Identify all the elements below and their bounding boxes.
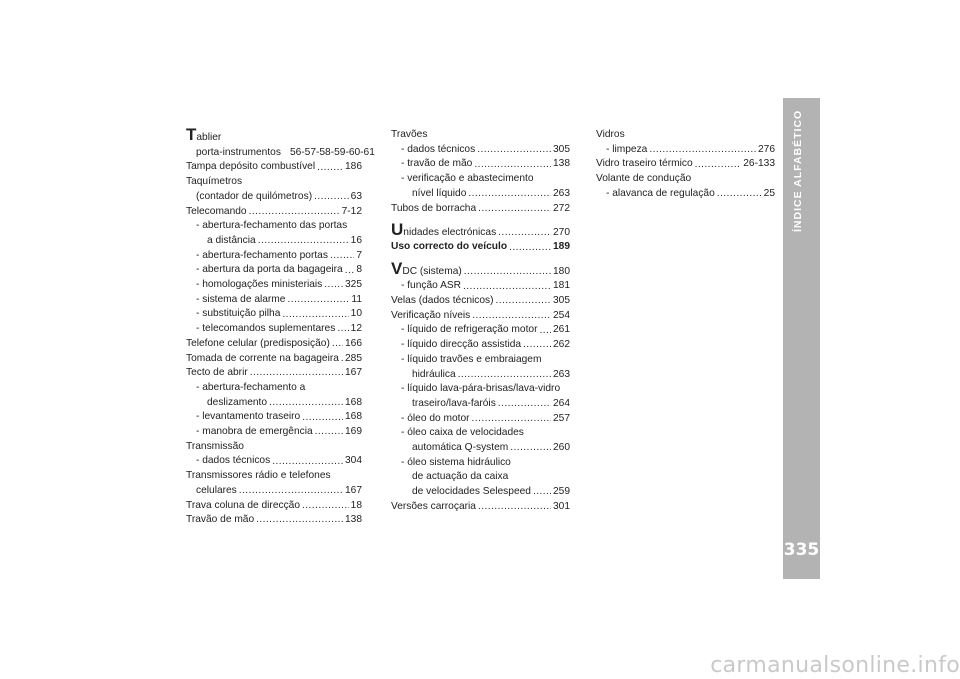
index-entry: Velas (dados técnicos) . . . 305	[391, 294, 570, 307]
index-entry: Tampa depósito combustível . . . 186	[186, 160, 362, 173]
section-sidebar	[783, 98, 820, 579]
index-entry: - limpeza . . . 276	[596, 143, 775, 156]
index-entry: Trava coluna de direcção . . . 18	[186, 499, 362, 512]
index-entry: - abertura-fechamento portas . . . 7	[186, 249, 362, 262]
index-entry: - líquido de refrigeração motor . . . 261	[391, 323, 570, 336]
index-entry: de velocidades Selespeed . . . 259	[391, 485, 570, 498]
index-letter-v: VDC (sistema) . . . 180	[391, 262, 570, 278]
index-entry: Taquímetros	[186, 176, 243, 188]
index-entry: Verificação níveis . . . 254	[391, 309, 570, 322]
index-entry: Vidro traseiro térmico . . . 26-133	[596, 157, 775, 170]
index-entry: - alavanca de regulação . . . 25	[596, 187, 775, 200]
index-entry: automática Q-system . . . 260	[391, 441, 570, 454]
index-entry: celulares . . . 167	[186, 484, 362, 497]
index-entry: - líquido travões e embraiagem	[401, 353, 542, 365]
index-entry: Tubos de borracha . . . 272	[391, 202, 570, 215]
watermark: carmanualsonline.info	[710, 653, 960, 678]
index-entry: - verificação e abastecimento	[401, 173, 534, 185]
index-entry: - travão de mão . . . 138	[391, 157, 570, 170]
index-entry: - dados técnicos . . . 305	[391, 143, 570, 156]
page-number: 335	[783, 540, 820, 560]
index-entry: Telecomando . . . 7-12	[186, 205, 362, 218]
index-entry: nível líquido . . . 263	[391, 187, 570, 200]
index-entry: Telefone celular (predisposição) . . . 166	[186, 337, 362, 350]
index-entry: a distância . . . 16	[186, 234, 362, 247]
index-letter-u: Unidades electrónicas . . . 270	[391, 223, 570, 239]
index-entry: - abertura da porta da bagageira . . . 8	[186, 263, 362, 276]
index-entry: hidráulica . . . 263	[391, 368, 570, 381]
index-column-2	[391, 128, 570, 515]
index-column-1	[186, 125, 375, 528]
index-entry: Uso correcto do veículo . . . 189	[391, 240, 570, 253]
index-entry: - óleo caixa de velocidades	[401, 427, 524, 439]
index-entry: - líquido direcção assistida . . . 262	[391, 338, 570, 351]
index-entry: Volante de condução	[596, 173, 692, 185]
index-entry: - líquido lava-pára-brisas/lava-vidro	[401, 383, 561, 395]
section-title: ÍNDICE ALFABÉTICO	[792, 110, 804, 233]
index-entry: Tomada de corrente na bagageira . . . 285	[186, 352, 362, 365]
index-entry: deslizamento . . . 168	[186, 396, 362, 409]
index-entry: - substituição pilha . . . 10	[186, 307, 362, 320]
index-entry: - óleo do motor . . . 257	[391, 412, 570, 425]
index-entry: - telecomandos suplementares . . . 12	[186, 322, 362, 335]
index-entry: Travões	[391, 129, 428, 140]
index-entry: Transmissão	[186, 440, 244, 452]
index-entry: porta-instrumentos 56-57-58-59-60-61	[196, 146, 375, 158]
index-entry: - óleo sistema hidráulico	[401, 456, 511, 468]
index-entry: Versões carroçaria . . . 301	[391, 500, 570, 513]
index-entry: - dados técnicos . . . 304	[186, 454, 362, 467]
index-entry: - sistema de alarme . . . 11	[186, 293, 362, 306]
index-entry: Transmissores rádio e telefones	[186, 470, 331, 482]
index-entry: Vidros	[596, 129, 625, 140]
index-entry: - abertura-fechamento a	[196, 381, 306, 393]
index-entry: - homologações ministeriais . . . 325	[186, 278, 362, 291]
index-entry: - levantamento traseiro . . . 168	[186, 410, 362, 423]
index-entry: - função ASR . . . 181	[391, 279, 570, 292]
index-entry: - abertura-fechamento das portas	[196, 220, 348, 232]
index-entry: (contador de quilómetros) . . . 63	[186, 190, 362, 203]
index-column-3	[596, 128, 775, 202]
index-entry: Travão de mão . . . 138	[186, 513, 362, 526]
index-entry: de actuação da caixa	[412, 471, 509, 483]
index-entry: traseiro/lava-faróis . . . 264	[391, 397, 570, 410]
index-letter-t: Tablier	[186, 125, 222, 144]
index-entry: Tecto de abrir . . . 167	[186, 366, 362, 379]
index-entry: - manobra de emergência . . . 169	[186, 425, 362, 438]
